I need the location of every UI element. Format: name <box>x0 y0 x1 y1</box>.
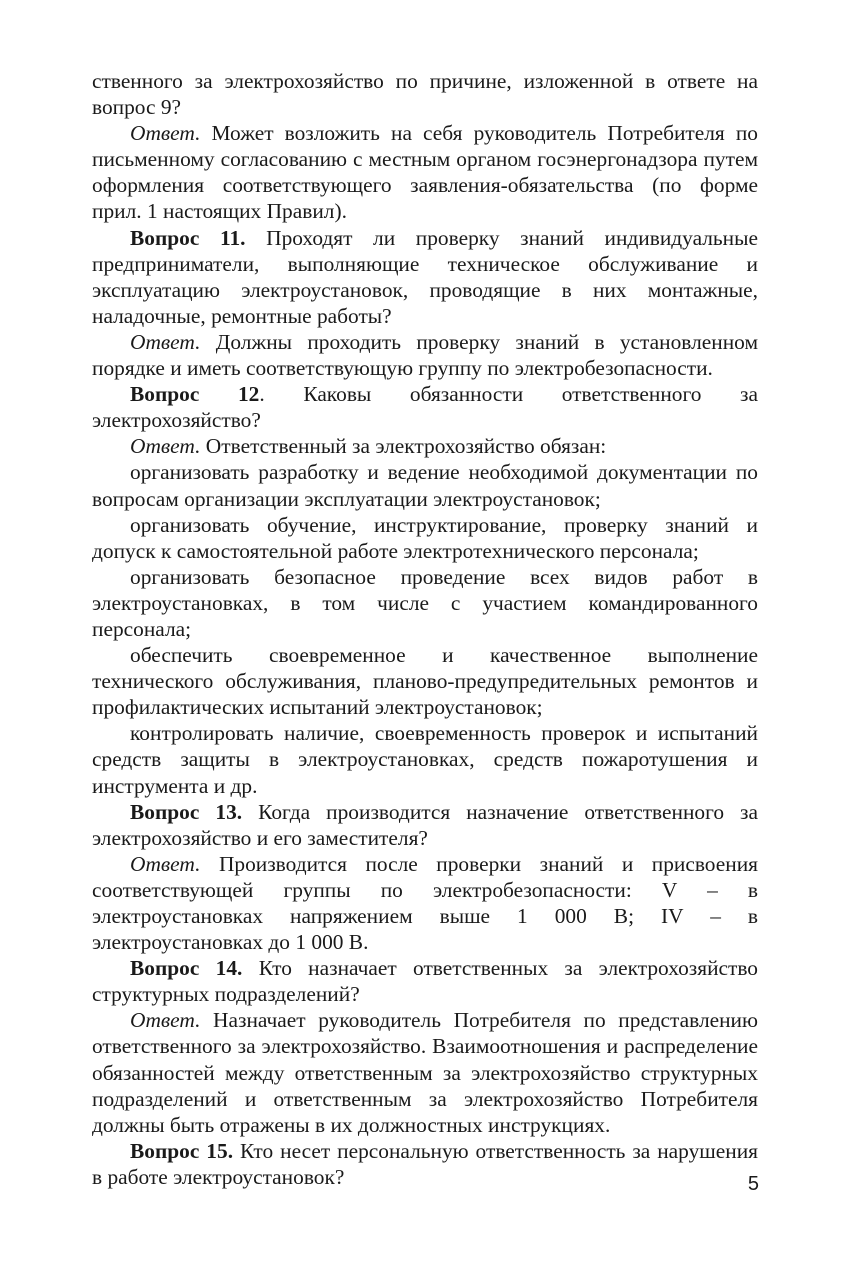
question-paragraph <box>92 955 758 1007</box>
paragraph-continuation <box>92 68 758 120</box>
answer-paragraph <box>92 433 758 459</box>
question-label: Вопрос 14. <box>130 956 243 981</box>
answer-text: Производится после проверки знаний и присвоения соответствующей группы по электробезопасности: V – в электроустановках напряжением выше 1 000 В; IV – в электроустановках до 1 000 В. <box>92 851 758 955</box>
list-item-text: организовать разработку и ведение необходимой документации по вопросам организации эксплуатации электроустановок; <box>92 460 758 511</box>
list-item-text: организовать обучение, инструктирование, проверку знаний и допуск к самостоятельной работе электротехнического персонала; <box>92 512 758 563</box>
answer-label: Ответ. <box>130 434 201 459</box>
question-paragraph <box>92 225 758 329</box>
list-item <box>92 720 758 798</box>
page-number: 5 <box>747 1173 759 1195</box>
answer-label: Ответ. <box>130 1008 201 1033</box>
list-item <box>92 512 758 564</box>
answer-text: Ответственный за электрохозяйство обязан: <box>200 434 607 459</box>
list-item <box>92 459 758 511</box>
list-item-text: организовать безопасное проведение всех видов работ в электроустановках, в том числе с участием командированного персонала; <box>92 564 758 641</box>
answer-label: Ответ. <box>130 851 201 876</box>
question-paragraph <box>92 799 758 851</box>
question-paragraph <box>92 381 758 433</box>
answer-text: Может возложить на себя руководитель Потребителя по письменному согласованию с местным органом госэнергонадзора путем оформления соответствующего заявления-обязательства (по форме прил. 1 настоящих Правил). <box>92 121 758 224</box>
answer-paragraph <box>92 329 758 381</box>
question-paragraph <box>92 1138 758 1190</box>
answer-paragraph <box>92 851 758 955</box>
answer-paragraph <box>92 1007 758 1137</box>
answer-text: Назначает руководитель Потребителя по представлению ответственного за электрохозяйство. Взаимоотношения и распределение обязанностей между ответственным за электрохозяйство структурных подразделений и ответственным за электрохозяйство Потребителя должны быть отражены в их должностных инструкциях. <box>92 1008 758 1137</box>
question-text: Кто назначает ответственных за электрохозяйство структурных подразделений? <box>92 956 759 1007</box>
question-label: Вопрос 12 <box>130 382 260 407</box>
answer-label: Ответ. <box>130 329 201 354</box>
question-text: . Каковы обязанности ответственного за электрохозяйство? <box>92 382 758 433</box>
list-item-text: обеспечить своевременное и качественное выполнение технического обслуживания, планово-предупредительных ремонтов и профилактических испытаний электроустановок; <box>92 643 758 720</box>
question-text: Кто несет персональную ответственность за нарушения в работе электроустановок? <box>92 1138 758 1189</box>
answer-text: Должны проходить проверку знаний в установленном порядке и иметь соответствующую группу по электробезопасности. <box>92 329 758 381</box>
question-label: Вопрос 15. <box>130 1138 234 1163</box>
list-item-text: контролировать наличие, своевременность проверок и испытаний средств защиты в электроустановках, средств пожаротушения и инструмента и др. <box>92 721 758 798</box>
paragraph-text: ственного за электрохозяйство по причине, изложенной в ответе на вопрос 9? <box>92 69 758 120</box>
answer-label: Ответ. <box>130 121 201 146</box>
list-item <box>92 564 758 642</box>
question-label: Вопрос 13. <box>130 799 243 824</box>
answer-paragraph <box>92 120 758 224</box>
question-text: Проходят ли проверку знаний индивидуальные предприниматели, выполняющие техническое обслуживание и эксплуатацию электроустановок, проводящие в них монтажные, наладочные, ремонтные работы? <box>92 225 758 328</box>
question-label: Вопрос 11. <box>130 225 246 250</box>
body-text <box>92 68 758 1190</box>
list-item <box>92 642 758 720</box>
question-text: Когда производится назначение ответственного за электрохозяйство и его заместителя? <box>92 799 758 850</box>
